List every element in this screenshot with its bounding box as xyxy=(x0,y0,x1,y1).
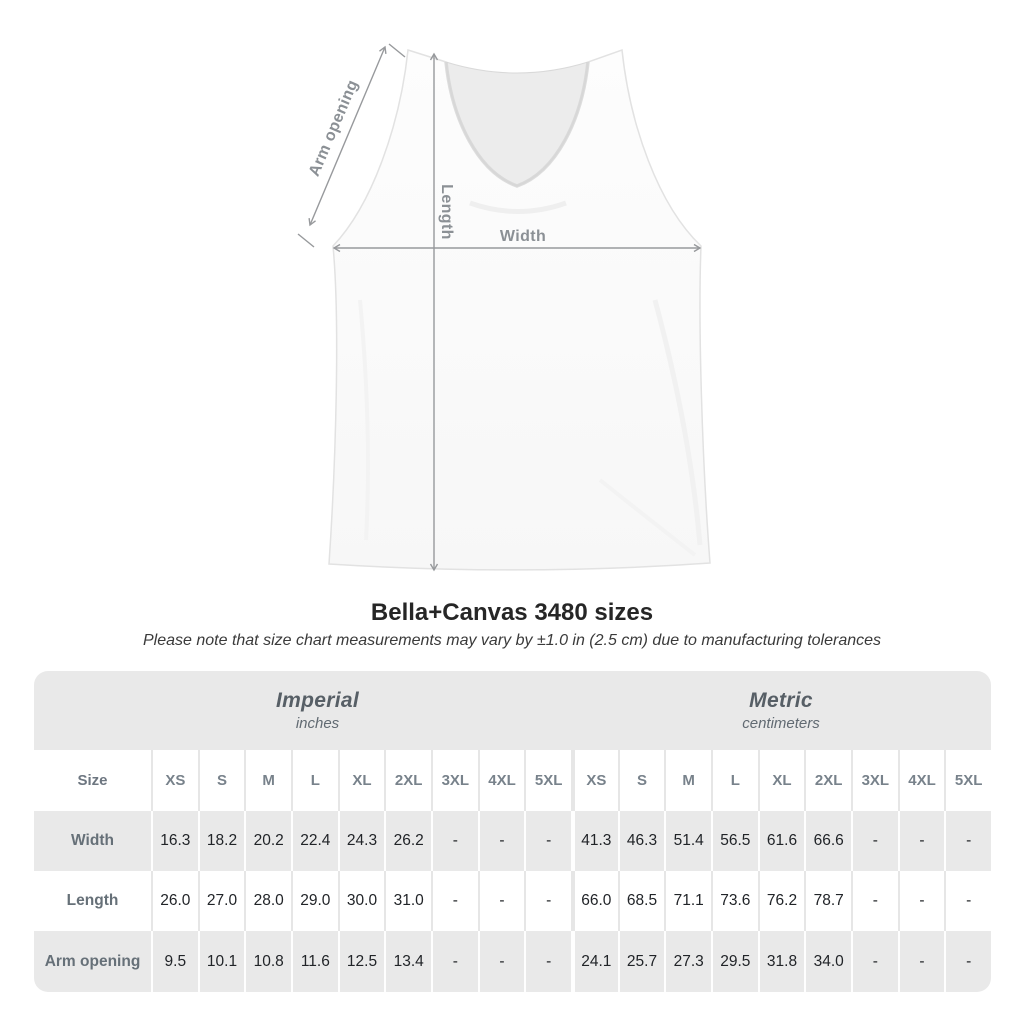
table-cell: 27.0 xyxy=(198,871,245,931)
size-header: 3XL xyxy=(431,750,478,811)
table-cell: 66.6 xyxy=(804,811,851,871)
table-cell: - xyxy=(851,811,898,871)
table-cell: - xyxy=(431,811,478,871)
table-cell: 11.6 xyxy=(291,931,338,992)
table-cell: 56.5 xyxy=(711,811,758,871)
table-cell: 61.6 xyxy=(758,811,805,871)
imperial-group-header xyxy=(34,671,571,750)
table-cell: 41.3 xyxy=(571,811,618,871)
length-label: Length xyxy=(438,184,455,240)
row-label: Arm opening xyxy=(34,931,151,992)
row-label: Width xyxy=(34,811,151,871)
table-cell: 26.2 xyxy=(384,811,431,871)
table-cell: 31.0 xyxy=(384,871,431,931)
size-header: 4XL xyxy=(478,750,525,811)
imperial-label: Imperial xyxy=(276,689,359,712)
size-header: 3XL xyxy=(851,750,898,811)
table-cell: - xyxy=(851,871,898,931)
metric-label: Metric xyxy=(749,689,813,712)
table-cell: - xyxy=(898,931,945,992)
table-cell: - xyxy=(431,871,478,931)
table-cell: 25.7 xyxy=(618,931,665,992)
table-cell: 12.5 xyxy=(338,931,385,992)
table-cell: 30.0 xyxy=(338,871,385,931)
table-cell: - xyxy=(524,931,571,992)
table-cell: 22.4 xyxy=(291,811,338,871)
table-cell: 73.6 xyxy=(711,871,758,931)
table-cell: 66.0 xyxy=(571,871,618,931)
table-cell: 29.5 xyxy=(711,931,758,992)
table-cell: 34.0 xyxy=(804,931,851,992)
size-header: XL xyxy=(758,750,805,811)
table-cell: - xyxy=(478,931,525,992)
table-cell: 10.1 xyxy=(198,931,245,992)
table-cell: - xyxy=(524,811,571,871)
imperial-unit: inches xyxy=(295,715,340,732)
table-cell: - xyxy=(851,931,898,992)
size-header: XS xyxy=(151,750,198,811)
table-cell: 16.3 xyxy=(151,811,198,871)
table-cell: 9.5 xyxy=(151,931,198,992)
row-label: Length xyxy=(34,871,151,931)
size-header: M xyxy=(664,750,711,811)
size-header: XS xyxy=(571,750,618,811)
table-cell: 24.3 xyxy=(338,811,385,871)
table-cell: 71.1 xyxy=(664,871,711,931)
size-table xyxy=(34,671,991,992)
table-cell: - xyxy=(478,811,525,871)
table-cell: 10.8 xyxy=(244,931,291,992)
table-cell: 46.3 xyxy=(618,811,665,871)
table-cell: 20.2 xyxy=(244,811,291,871)
size-header: 2XL xyxy=(384,750,431,811)
table-cell: 28.0 xyxy=(244,871,291,931)
size-header: 5XL xyxy=(944,750,991,811)
table-cell: 29.0 xyxy=(291,871,338,931)
table-cell: 78.7 xyxy=(804,871,851,931)
page-title: Bella+Canvas 3480 sizes xyxy=(370,599,654,626)
table-cell: 76.2 xyxy=(758,871,805,931)
size-header: 4XL xyxy=(898,750,945,811)
size-header: 2XL xyxy=(804,750,851,811)
metric-group-header xyxy=(571,671,991,750)
table-cell: 27.3 xyxy=(664,931,711,992)
table-cell: - xyxy=(898,811,945,871)
table-cell: - xyxy=(431,931,478,992)
size-header: M xyxy=(244,750,291,811)
size-col-header: Size xyxy=(34,750,151,811)
size-header: S xyxy=(198,750,245,811)
table-cell: - xyxy=(898,871,945,931)
size-header: XL xyxy=(338,750,385,811)
tolerance-note: Please note that size chart measurements may vary by ±1.0 in (2.5 cm) due to manufacturing tolerances xyxy=(142,632,882,649)
table-cell: - xyxy=(944,931,991,992)
metric-unit: centimeters xyxy=(742,715,820,732)
table-cell: - xyxy=(524,871,571,931)
table-cell: 18.2 xyxy=(198,811,245,871)
title-block xyxy=(0,599,1024,651)
table-cell: - xyxy=(478,871,525,931)
size-header: 5XL xyxy=(524,750,571,811)
table-cell: - xyxy=(944,871,991,931)
size-header: L xyxy=(711,750,758,811)
width-label: Width xyxy=(499,228,547,245)
table-cell: 26.0 xyxy=(151,871,198,931)
table-cell: 13.4 xyxy=(384,931,431,992)
table-cell: 31.8 xyxy=(758,931,805,992)
table-cell: 51.4 xyxy=(664,811,711,871)
table-cell: 24.1 xyxy=(571,931,618,992)
arm-opening-label: Arm opening xyxy=(305,77,362,180)
table-cell: - xyxy=(944,811,991,871)
size-header: L xyxy=(291,750,338,811)
size-header: S xyxy=(618,750,665,811)
table-cell: 68.5 xyxy=(618,871,665,931)
